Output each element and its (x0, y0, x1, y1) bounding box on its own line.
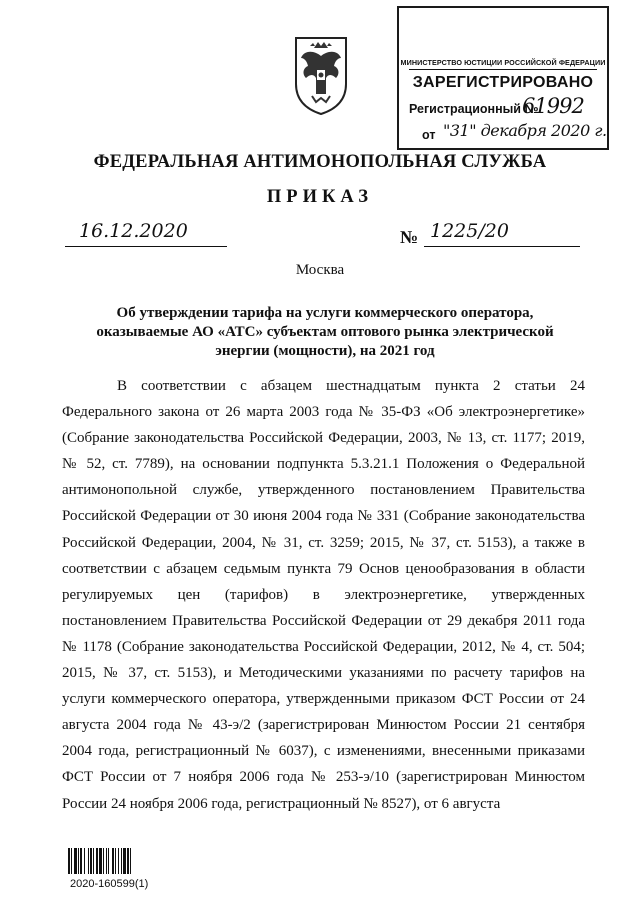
order-number: 1225/20 (430, 220, 509, 242)
stamp-divider (409, 69, 597, 70)
stamp-status: ЗАРЕГИСТРИРОВАНО (412, 74, 594, 91)
document-title: Об утверждении тарифа на услуги коммерческого оператора, оказываемые АО «АТС» субъектам оптового рынка электрической энергии (мощности), на 2021 год (96, 305, 554, 359)
stamp-regnum-label: Регистрационный № (409, 102, 539, 116)
barcode-label: 2020-160599(1) (70, 878, 149, 890)
coat-of-arms-icon (290, 32, 352, 118)
stamp-date-label: от (422, 128, 436, 142)
document-type: ПРИКАЗ (266, 187, 374, 207)
registration-stamp (397, 6, 609, 150)
order-number-field (424, 220, 580, 247)
order-date: 16.12.2020 (79, 220, 188, 242)
order-number-label: № (400, 227, 419, 247)
stamp-date-value: "31" декабря 2020 г. (443, 121, 607, 140)
city: Москва (295, 262, 345, 278)
barcode-icon (68, 848, 160, 874)
stamp-regnum-value: 61992 (522, 94, 584, 118)
agency-name: ФЕДЕРАЛЬНАЯ АНТИМОНОПОЛЬНАЯ СЛУЖБА (93, 152, 547, 172)
order-date-field (65, 220, 227, 247)
body-paragraph: В соответствии с абзацем шестнадцатым пункта 2 статьи 24 Федерального закона от 26 марта 2003 года № 35-ФЗ «Об электроэнергетике» (Собрание законодательства Российской Федерации, 2003, № 13, ст. 1177; 2019, № 52, ст. 7789), на основании подпункта 5.3.21.1 Положения о Федеральной антимонопольной службе, утвержденного постановлением Правительства Российской Федерации от 30 июня 2004 года № 331 (Собрание законодательства Российской Федерации, 2004, № 31, ст. 3259; 2015, № 37, ст. 5153), а также в соответствии с абзацем седьмым пункта 79 Основ ценообразования в области регулируемых цен (тарифов) в электроэнергетике, утвержденных постановлением Правительства Российской Федерации от 29 декабря 2011 года № 1178 (Собрание законодательства Российской Федерации, 2012, № 4, ст. 504; 2015, № 37, ст. 5153), и Методическими указаниями по расчету тарифов на услуги коммерческого оператора, утвержденными приказом ФСТ России от 24 августа 2004 года № 43-э/2 (зарегистрирован Минюстом России 21 сентября 2004 года, регистрационный № 6037), с изменениями, внесенными приказами ФСТ России от 7 ноября 2006 года № 253-э/10 (зарегистрирован Минюстом России 24 ноября 2006 года, регистрационный № 8527), от 6 августа (62, 378, 585, 812)
stamp-ministry: МИНИСТЕРСТВО ЮСТИЦИИ РОССИЙСКОЙ ФЕДЕРАЦИИ (400, 58, 606, 67)
